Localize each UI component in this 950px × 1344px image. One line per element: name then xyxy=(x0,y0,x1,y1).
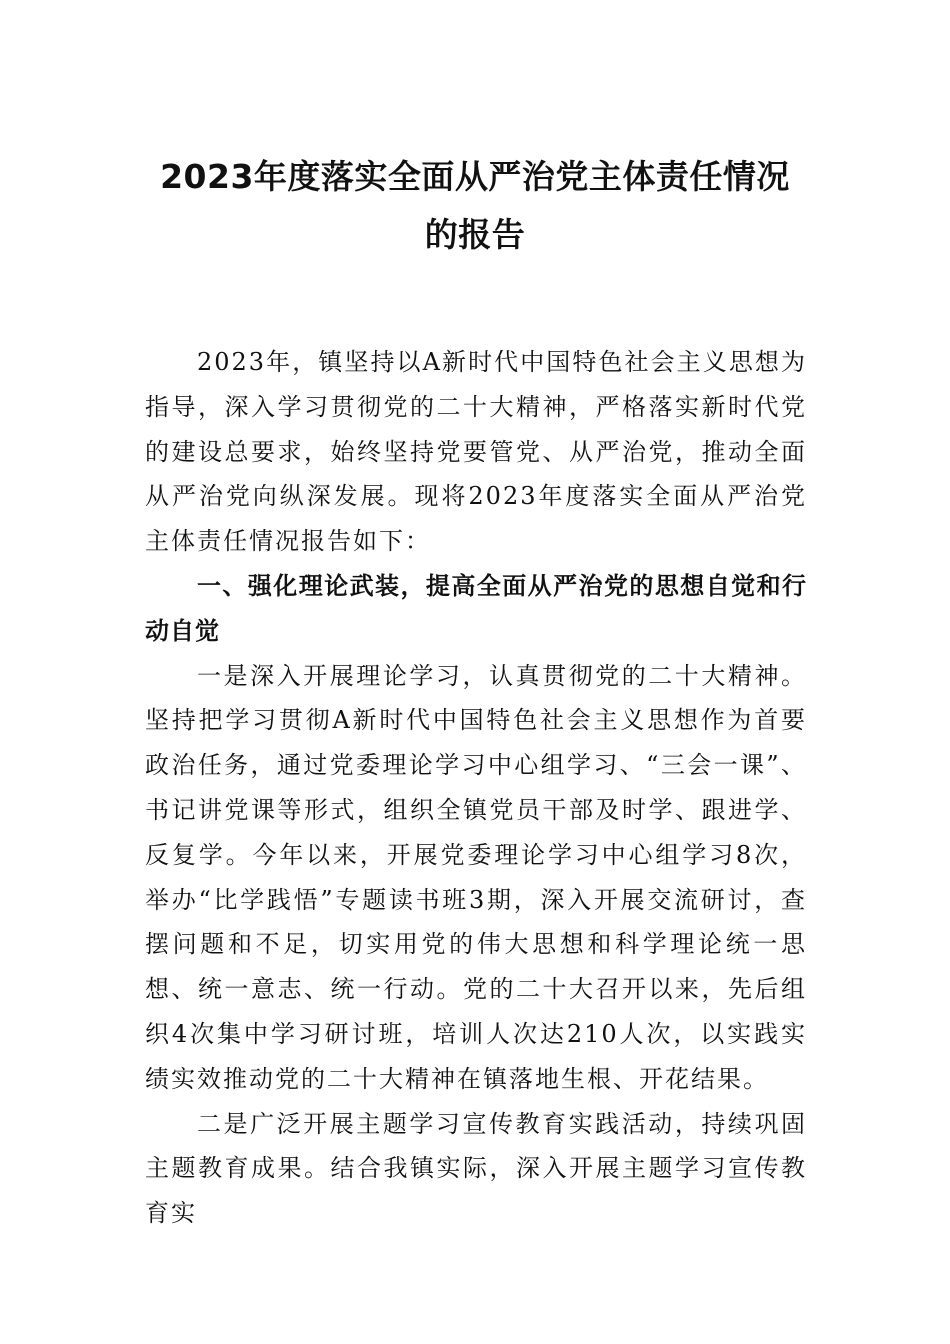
title-line-1: 2023年度落实全面从严治党主体责任情况 xyxy=(160,157,790,196)
section-heading-1: 一、强化理论武装，提高全面从严治党的思想自觉和行动自觉 xyxy=(145,571,807,645)
intro-paragraph: 2023年，镇坚持以A新时代中国特色社会主义思想为指导，深入学习贯彻党的二十大精神，严格落实新时代党的建设总要求，始终坚持党要管党、从严治党，推动全面从严治党向纵深发展。现将2023年度落实全面从严治党主体责任情况报告如下： xyxy=(145,348,807,556)
title-line-2: 的报告 xyxy=(424,215,526,254)
body-paragraph-2: 二是广泛开展主题学习宣传教育实践活动，持续巩固主题教育成果。结合我镇实际，深入开展主题学习宣传教育实 xyxy=(145,1109,807,1228)
document-title xyxy=(145,148,805,264)
document-body xyxy=(145,340,807,1236)
body-paragraph-1: 一是深入开展理论学习，认真贯彻党的二十大精神。坚持把学习贯彻A新时代中国特色社会主义思想作为首要政治任务，通过党委理论学习中心组学习、“三会一课”、书记讲党课等形式，组织全镇党员干部及时学、跟进学、反复学。今年以来，开展党委理论学习中心组学习8次，举办“比学践悟”专题读书班3期，深入开展交流研讨，查摆问题和不足，切实用党的伟大思想和科学理论统一思想、统一意志、统一行动。党的二十大召开以来，先后组织4次集中学习研讨班，培训人次达210人次，以实践实绩实效推动党的二十大精神在镇落地生根、开花结果。 xyxy=(145,661,807,1093)
